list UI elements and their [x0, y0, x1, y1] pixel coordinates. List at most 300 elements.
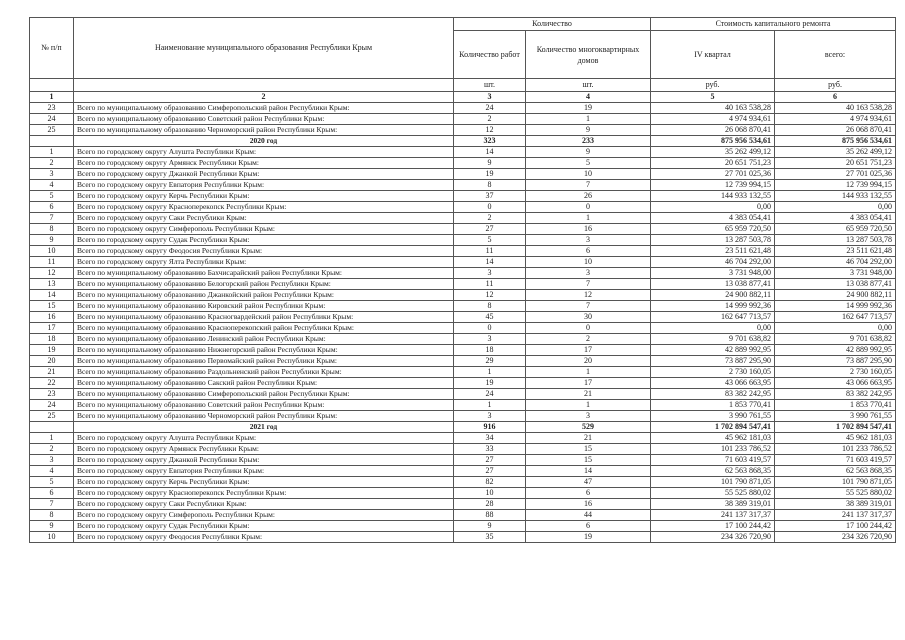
cell-quarter-cost: 14 999 992,36 — [651, 301, 775, 312]
cell-municipality-name: Всего по муниципальному образованию Советский район Республики Крым: — [74, 400, 454, 411]
cell-municipality-name: Всего по городскому округу Алушта Республики Крым: — [74, 433, 454, 444]
cell-works-count: 1 — [454, 367, 526, 378]
cell-total-cost: 13 038 877,41 — [775, 279, 896, 290]
cell-total-cost: 62 563 868,35 — [775, 466, 896, 477]
table-body — [30, 103, 896, 543]
cell-municipality-name: Всего по муниципальному образованию Кировский район Республики Крым: — [74, 301, 454, 312]
cell-municipality-name: Всего по городскому округу Феодосия Республики Крым: — [74, 532, 454, 543]
cell-number: 12 — [30, 268, 74, 279]
cell-number: 15 — [30, 301, 74, 312]
cell-houses-count: 15 — [526, 455, 651, 466]
cell-works-count: 27 — [454, 466, 526, 477]
cell-quarter-cost: 46 704 292,00 — [651, 257, 775, 268]
cell-number: 2 — [30, 444, 74, 455]
cell-houses-count: 7 — [526, 180, 651, 191]
table-row — [30, 213, 896, 224]
cell-quarter-cost: 23 511 621,48 — [651, 246, 775, 257]
cell-municipality-name: Всего по городскому округу Евпатория Республики Крым: — [74, 180, 454, 191]
cell-total-cost: 162 647 713,57 — [775, 312, 896, 323]
cell-works-count: 0 — [454, 323, 526, 334]
cell-municipality-name: Всего по городскому округу Джанкой Республики Крым: — [74, 455, 454, 466]
year-total-row — [30, 422, 896, 433]
cell-municipality-name: Всего по городскому округу Армянск Республики Крым: — [74, 444, 454, 455]
cell-municipality-name: Всего по муниципальному образованию Черноморский район Республики Крым: — [74, 411, 454, 422]
cell-municipality-name: Всего по городскому округу Джанкой Республики Крым: — [74, 169, 454, 180]
header-works: Количество работ — [454, 31, 526, 79]
cell-total-cost: 55 525 880,02 — [775, 488, 896, 499]
cell-number: 25 — [30, 125, 74, 136]
cell-houses-count: 14 — [526, 466, 651, 477]
cell-quarter-cost: 1 853 770,41 — [651, 400, 775, 411]
cell-houses-count: 10 — [526, 169, 651, 180]
cell-number: 2 — [30, 158, 74, 169]
cell-municipality-name: Всего по городскому округу Алушта Республики Крым: — [74, 147, 454, 158]
cell-houses-count: 3 — [526, 411, 651, 422]
cell-quarter-cost: 27 701 025,36 — [651, 169, 775, 180]
cell-number: 7 — [30, 499, 74, 510]
cell-number: 22 — [30, 378, 74, 389]
cell-number: 18 — [30, 334, 74, 345]
column-number-1: 1 — [30, 92, 74, 103]
cell-number: 14 — [30, 290, 74, 301]
cell-total-cost: 1 853 770,41 — [775, 400, 896, 411]
cell-total-cost: 38 389 319,01 — [775, 499, 896, 510]
cell-municipality-name: Всего по городскому округу Евпатория Республики Крым: — [74, 466, 454, 477]
cell-works-count: 82 — [454, 477, 526, 488]
cell-municipality-name: Всего по муниципальному образованию Советский район Республики Крым: — [74, 114, 454, 125]
table-row — [30, 268, 896, 279]
cell-number: 24 — [30, 400, 74, 411]
cell-houses-count: 1 — [526, 367, 651, 378]
cell-total-cost: 26 068 870,41 — [775, 125, 896, 136]
cell-quarter-cost: 45 962 181,03 — [651, 433, 775, 444]
cell-houses-count: 1 — [526, 400, 651, 411]
cell-municipality-name: Всего по городскому округу Красноперекопск Республики Крым: — [74, 202, 454, 213]
cell-houses-count: 21 — [526, 389, 651, 400]
cell-quarter-cost: 42 889 992,95 — [651, 345, 775, 356]
cell-total-cost: 45 962 181,03 — [775, 433, 896, 444]
cell-quarter-cost: 35 262 499,12 — [651, 147, 775, 158]
cell-quarter-cost: 13 287 503,78 — [651, 235, 775, 246]
cell-total-cost: 17 100 244,42 — [775, 521, 896, 532]
cell-municipality-name: Всего по городскому округу Саки Республики Крым: — [74, 213, 454, 224]
cell-number: 4 — [30, 466, 74, 477]
cell-number: 16 — [30, 312, 74, 323]
table-row — [30, 444, 896, 455]
cell-works-count: 323 — [454, 136, 526, 147]
cell-number — [30, 136, 74, 147]
cell-municipality-name: Всего по муниципальному образованию Джанкойский район Республики Крым: — [74, 290, 454, 301]
cell-quarter-cost: 17 100 244,42 — [651, 521, 775, 532]
cell-total-cost: 234 326 720,90 — [775, 532, 896, 543]
cell-works-count: 9 — [454, 158, 526, 169]
cell-municipality-name: 2020 год — [74, 136, 454, 147]
cell-number: 10 — [30, 532, 74, 543]
cell-houses-count: 16 — [526, 499, 651, 510]
cell-municipality-name: Всего по муниципальному образованию Ленинский район Республики Крым: — [74, 334, 454, 345]
table-row — [30, 367, 896, 378]
header-quarter: IV квартал — [651, 31, 775, 79]
cell-total-cost: 101 233 786,52 — [775, 444, 896, 455]
table-row — [30, 147, 896, 158]
cell-works-count: 28 — [454, 499, 526, 510]
header-npp: № п/п — [30, 18, 74, 79]
cell-houses-count: 1 — [526, 114, 651, 125]
cell-total-cost: 35 262 499,12 — [775, 147, 896, 158]
cell-works-count: 18 — [454, 345, 526, 356]
cell-municipality-name: Всего по муниципальному образованию Красноперекопский район Республики Крым: — [74, 323, 454, 334]
cell-total-cost: 23 511 621,48 — [775, 246, 896, 257]
table-row — [30, 433, 896, 444]
header-unit-houses: шт. — [526, 79, 651, 92]
cell-municipality-name: Всего по муниципальному образованию Раздольненский район Республики Крым: — [74, 367, 454, 378]
cell-quarter-cost: 2 730 160,05 — [651, 367, 775, 378]
header-unit-quarter: руб. — [651, 79, 775, 92]
cell-total-cost: 20 651 751,23 — [775, 158, 896, 169]
cell-houses-count: 0 — [526, 323, 651, 334]
cell-number: 13 — [30, 279, 74, 290]
table-row — [30, 279, 896, 290]
cell-number: 11 — [30, 257, 74, 268]
cell-number — [30, 422, 74, 433]
cell-total-cost: 0,00 — [775, 202, 896, 213]
cell-quarter-cost: 71 603 419,57 — [651, 455, 775, 466]
cell-works-count: 35 — [454, 532, 526, 543]
table-row — [30, 521, 896, 532]
cell-houses-count: 16 — [526, 224, 651, 235]
cell-quarter-cost: 0,00 — [651, 323, 775, 334]
table-row — [30, 345, 896, 356]
cell-works-count: 12 — [454, 290, 526, 301]
cell-quarter-cost: 162 647 713,57 — [651, 312, 775, 323]
cell-total-cost: 101 790 871,05 — [775, 477, 896, 488]
cell-quarter-cost: 13 038 877,41 — [651, 279, 775, 290]
cell-municipality-name: Всего по городскому округу Красноперекопск Республики Крым: — [74, 488, 454, 499]
cell-quarter-cost: 24 900 882,11 — [651, 290, 775, 301]
cell-houses-count: 44 — [526, 510, 651, 521]
cell-total-cost: 83 382 242,95 — [775, 389, 896, 400]
cell-works-count: 0 — [454, 202, 526, 213]
header-unit-works: шт. — [454, 79, 526, 92]
table-row — [30, 224, 896, 235]
cell-number: 9 — [30, 521, 74, 532]
cell-quarter-cost: 62 563 868,35 — [651, 466, 775, 477]
cell-houses-count: 233 — [526, 136, 651, 147]
cell-works-count: 24 — [454, 103, 526, 114]
table-row — [30, 180, 896, 191]
table-row — [30, 356, 896, 367]
cell-quarter-cost: 12 739 994,15 — [651, 180, 775, 191]
cell-works-count: 88 — [454, 510, 526, 521]
cell-number: 8 — [30, 224, 74, 235]
cell-quarter-cost: 1 702 894 547,41 — [651, 422, 775, 433]
cell-number: 23 — [30, 103, 74, 114]
cell-works-count: 27 — [454, 224, 526, 235]
cell-works-count: 19 — [454, 169, 526, 180]
cell-quarter-cost: 26 068 870,41 — [651, 125, 775, 136]
cell-quarter-cost: 20 651 751,23 — [651, 158, 775, 169]
cell-works-count: 45 — [454, 312, 526, 323]
cell-houses-count: 5 — [526, 158, 651, 169]
cell-works-count: 3 — [454, 334, 526, 345]
cell-works-count: 5 — [454, 235, 526, 246]
table-row — [30, 257, 896, 268]
cell-number: 10 — [30, 246, 74, 257]
cell-works-count: 37 — [454, 191, 526, 202]
cell-quarter-cost: 3 731 948,00 — [651, 268, 775, 279]
cell-number: 25 — [30, 411, 74, 422]
capital-repair-table — [29, 17, 896, 543]
table-row — [30, 323, 896, 334]
header-unit-empty-2 — [74, 79, 454, 92]
cell-total-cost: 1 702 894 547,41 — [775, 422, 896, 433]
cell-total-cost: 9 701 638,82 — [775, 334, 896, 345]
cell-works-count: 24 — [454, 389, 526, 400]
cell-total-cost: 46 704 292,00 — [775, 257, 896, 268]
table-row — [30, 466, 896, 477]
cell-quarter-cost: 55 525 880,02 — [651, 488, 775, 499]
cell-quarter-cost: 38 389 319,01 — [651, 499, 775, 510]
cell-total-cost: 13 287 503,78 — [775, 235, 896, 246]
cell-works-count: 3 — [454, 268, 526, 279]
table-row — [30, 103, 896, 114]
cell-municipality-name: Всего по муниципальному образованию Симферопольский район Республики Крым: — [74, 103, 454, 114]
cell-municipality-name: Всего по городскому округу Керчь Республики Крым: — [74, 477, 454, 488]
table-row — [30, 290, 896, 301]
cell-total-cost: 241 137 317,37 — [775, 510, 896, 521]
cell-houses-count: 3 — [526, 268, 651, 279]
cell-municipality-name: Всего по муниципальному образованию Первомайский район Республики Крым: — [74, 356, 454, 367]
cell-works-count: 29 — [454, 356, 526, 367]
cell-houses-count: 9 — [526, 125, 651, 136]
table-row — [30, 378, 896, 389]
cell-quarter-cost: 4 383 054,41 — [651, 213, 775, 224]
header-name: Наименование муниципального образования Республики Крым — [74, 18, 454, 79]
header-unit-empty-1 — [30, 79, 74, 92]
cell-number: 24 — [30, 114, 74, 125]
cell-houses-count: 21 — [526, 433, 651, 444]
cell-municipality-name: 2021 год — [74, 422, 454, 433]
table-row — [30, 312, 896, 323]
table-row — [30, 125, 896, 136]
cell-houses-count: 10 — [526, 257, 651, 268]
table-row — [30, 301, 896, 312]
cell-houses-count: 0 — [526, 202, 651, 213]
cell-municipality-name: Всего по муниципальному образованию Сакский район Республики Крым: — [74, 378, 454, 389]
table-row — [30, 488, 896, 499]
cell-number: 17 — [30, 323, 74, 334]
cell-quarter-cost: 43 066 663,95 — [651, 378, 775, 389]
cell-works-count: 3 — [454, 411, 526, 422]
cell-quarter-cost: 73 887 295,90 — [651, 356, 775, 367]
cell-number: 6 — [30, 488, 74, 499]
cell-works-count: 2 — [454, 114, 526, 125]
table-row — [30, 334, 896, 345]
cell-number: 19 — [30, 345, 74, 356]
cell-total-cost: 4 383 054,41 — [775, 213, 896, 224]
cell-houses-count: 19 — [526, 532, 651, 543]
cell-total-cost: 3 990 761,55 — [775, 411, 896, 422]
cell-houses-count: 17 — [526, 378, 651, 389]
cell-municipality-name: Всего по городскому округу Симферополь Республики Крым: — [74, 224, 454, 235]
cell-quarter-cost: 4 974 934,61 — [651, 114, 775, 125]
table-row — [30, 191, 896, 202]
header-qty-group: Количество — [454, 18, 651, 31]
cell-houses-count: 20 — [526, 356, 651, 367]
cell-municipality-name: Всего по городскому округу Армянск Республики Крым: — [74, 158, 454, 169]
cell-municipality-name: Всего по муниципальному образованию Бахчисарайский район Республики Крым: — [74, 268, 454, 279]
cell-total-cost: 0,00 — [775, 323, 896, 334]
cell-houses-count: 6 — [526, 246, 651, 257]
cell-works-count: 916 — [454, 422, 526, 433]
cell-municipality-name: Всего по муниципальному образованию Красногвардейский район Республики Крым: — [74, 312, 454, 323]
cell-municipality-name: Всего по муниципальному образованию Нижнегорский район Республики Крым: — [74, 345, 454, 356]
cell-number: 1 — [30, 147, 74, 158]
table-row — [30, 510, 896, 521]
cell-works-count: 14 — [454, 257, 526, 268]
cell-number: 3 — [30, 169, 74, 180]
cell-works-count: 33 — [454, 444, 526, 455]
table-row — [30, 477, 896, 488]
cell-number: 4 — [30, 180, 74, 191]
table-row — [30, 202, 896, 213]
table-row — [30, 389, 896, 400]
column-number-2: 2 — [74, 92, 454, 103]
cell-total-cost: 73 887 295,90 — [775, 356, 896, 367]
cell-works-count: 14 — [454, 147, 526, 158]
cell-number: 3 — [30, 455, 74, 466]
cell-works-count: 10 — [454, 488, 526, 499]
cell-total-cost: 40 163 538,28 — [775, 103, 896, 114]
table-row — [30, 532, 896, 543]
cell-works-count: 12 — [454, 125, 526, 136]
cell-total-cost: 3 731 948,00 — [775, 268, 896, 279]
cell-total-cost: 875 956 534,61 — [775, 136, 896, 147]
table-row — [30, 169, 896, 180]
cell-houses-count: 1 — [526, 213, 651, 224]
cell-quarter-cost: 83 382 242,95 — [651, 389, 775, 400]
cell-quarter-cost: 241 137 317,37 — [651, 510, 775, 521]
cell-total-cost: 144 933 132,55 — [775, 191, 896, 202]
cell-total-cost: 71 603 419,57 — [775, 455, 896, 466]
cell-total-cost: 14 999 992,36 — [775, 301, 896, 312]
cell-municipality-name: Всего по городскому округу Симферополь Республики Крым: — [74, 510, 454, 521]
cell-number: 21 — [30, 367, 74, 378]
cell-municipality-name: Всего по городскому округу Феодосия Республики Крым: — [74, 246, 454, 257]
column-number-5: 5 — [651, 92, 775, 103]
cell-houses-count: 6 — [526, 488, 651, 499]
cell-number: 1 — [30, 433, 74, 444]
cell-houses-count: 529 — [526, 422, 651, 433]
cell-houses-count: 12 — [526, 290, 651, 301]
cell-quarter-cost: 3 990 761,55 — [651, 411, 775, 422]
cell-quarter-cost: 0,00 — [651, 202, 775, 213]
cell-total-cost: 43 066 663,95 — [775, 378, 896, 389]
table-row — [30, 246, 896, 257]
cell-houses-count: 17 — [526, 345, 651, 356]
table-row — [30, 455, 896, 466]
cell-quarter-cost: 144 933 132,55 — [651, 191, 775, 202]
cell-total-cost: 27 701 025,36 — [775, 169, 896, 180]
cell-works-count: 19 — [454, 378, 526, 389]
cell-works-count: 27 — [454, 455, 526, 466]
column-number-6: 6 — [775, 92, 896, 103]
cell-total-cost: 42 889 992,95 — [775, 345, 896, 356]
capital-repair-table-sheet — [29, 17, 895, 543]
cell-houses-count: 15 — [526, 444, 651, 455]
cell-quarter-cost: 40 163 538,28 — [651, 103, 775, 114]
cell-number: 5 — [30, 477, 74, 488]
column-number-3: 3 — [454, 92, 526, 103]
cell-number: 5 — [30, 191, 74, 202]
cell-municipality-name: Всего по городскому округу Керчь Республики Крым: — [74, 191, 454, 202]
cell-houses-count: 7 — [526, 301, 651, 312]
cell-municipality-name: Всего по городскому округу Ялта Республики Крым: — [74, 257, 454, 268]
year-total-row — [30, 136, 896, 147]
cell-number: 9 — [30, 235, 74, 246]
cell-number: 23 — [30, 389, 74, 400]
column-number-4: 4 — [526, 92, 651, 103]
cell-houses-count: 3 — [526, 235, 651, 246]
cell-works-count: 34 — [454, 433, 526, 444]
cell-number: 8 — [30, 510, 74, 521]
cell-houses-count: 19 — [526, 103, 651, 114]
cell-houses-count: 6 — [526, 521, 651, 532]
cell-quarter-cost: 9 701 638,82 — [651, 334, 775, 345]
cell-total-cost: 4 974 934,61 — [775, 114, 896, 125]
cell-quarter-cost: 65 959 720,50 — [651, 224, 775, 235]
cell-houses-count: 9 — [526, 147, 651, 158]
header-cost-group: Стоимость капитального ремонта — [651, 18, 896, 31]
cell-municipality-name: Всего по городскому округу Судак Республики Крым: — [74, 521, 454, 532]
cell-houses-count: 47 — [526, 477, 651, 488]
cell-works-count: 2 — [454, 213, 526, 224]
cell-municipality-name: Всего по муниципальному образованию Симферопольский район Республики Крым: — [74, 389, 454, 400]
cell-total-cost: 65 959 720,50 — [775, 224, 896, 235]
cell-number: 20 — [30, 356, 74, 367]
cell-total-cost: 2 730 160,05 — [775, 367, 896, 378]
cell-houses-count: 30 — [526, 312, 651, 323]
cell-houses-count: 7 — [526, 279, 651, 290]
header-total: всего: — [775, 31, 896, 79]
cell-works-count: 11 — [454, 279, 526, 290]
cell-total-cost: 12 739 994,15 — [775, 180, 896, 191]
cell-works-count: 8 — [454, 180, 526, 191]
cell-number: 6 — [30, 202, 74, 213]
cell-works-count: 11 — [454, 246, 526, 257]
cell-total-cost: 24 900 882,11 — [775, 290, 896, 301]
cell-works-count: 1 — [454, 400, 526, 411]
header-unit-total: руб. — [775, 79, 896, 92]
cell-works-count: 9 — [454, 521, 526, 532]
cell-houses-count: 2 — [526, 334, 651, 345]
header-houses: Количество многоквартирных домов — [526, 31, 651, 79]
table-row — [30, 400, 896, 411]
cell-quarter-cost: 875 956 534,61 — [651, 136, 775, 147]
cell-municipality-name: Всего по муниципальному образованию Белогорский район Республики Крым: — [74, 279, 454, 290]
cell-quarter-cost: 101 233 786,52 — [651, 444, 775, 455]
table-row — [30, 114, 896, 125]
table-header — [30, 18, 896, 103]
cell-municipality-name: Всего по городскому округу Саки Республики Крым: — [74, 499, 454, 510]
cell-municipality-name: Всего по городскому округу Судак Республики Крым: — [74, 235, 454, 246]
table-row — [30, 499, 896, 510]
cell-houses-count: 26 — [526, 191, 651, 202]
cell-municipality-name: Всего по муниципальному образованию Черноморский район Республики Крым: — [74, 125, 454, 136]
cell-quarter-cost: 234 326 720,90 — [651, 532, 775, 543]
table-row — [30, 411, 896, 422]
table-row — [30, 235, 896, 246]
